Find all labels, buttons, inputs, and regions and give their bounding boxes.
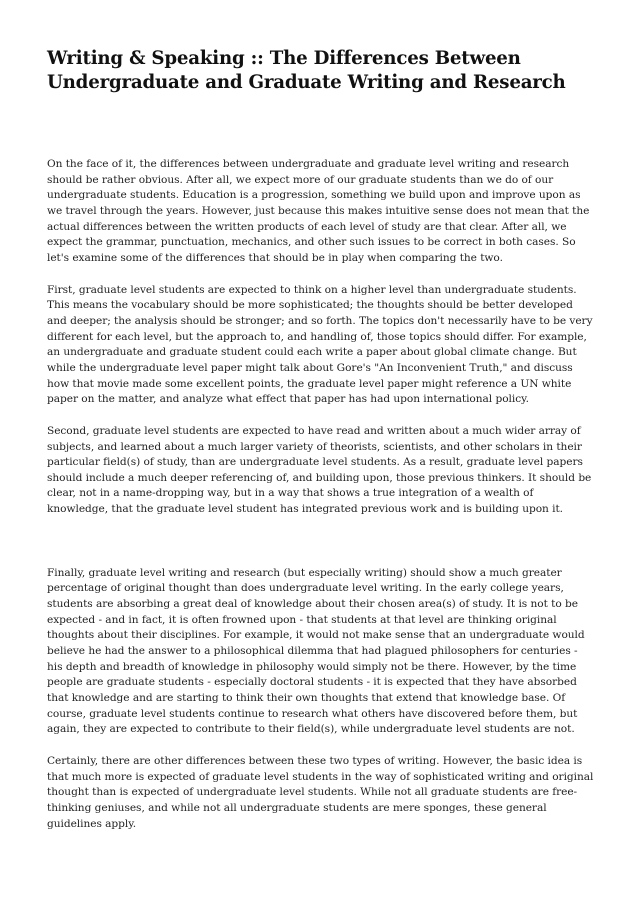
document-title: Writing & Speaking :: The Differences Between Undergraduate and Graduate Writing and Research bbox=[47, 48, 566, 93]
paragraph-second: Second, graduate level students are expected to have read and written about a much wider array of subjects, and learned about a much larger variety of theorists, scientists, and other scholars in their particular field(s) of study, than are undergraduate level students. As a result, graduate level papers should include a much deeper referencing of, and building upon, those previous thinkers. It should be clear, not in a name-dropping way, but in a way that shows a true integration of a wealth of knowledge, that the graduate level student has integrated previous work and is building upon it. bbox=[47, 424, 592, 516]
paragraph-first: First, graduate level students are expected to think on a higher level than undergraduate students. This means the vocabulary should be more sophisticated; the thoughts should be better developed and deeper; the analysis should be stronger; and so forth. The topics don't necessarily have to be very different for each level, but the approach to, and handling of, those topics should differ. For example, an undergraduate and graduate student could each write a paper about global climate change. But while the undergraduate level paper might talk about Gore's "An Inconvenient Truth," and discuss how that movie made some excellent points, the graduate level paper might reference a UN white paper on the matter, and analyze what effect that paper has had upon international policy. bbox=[47, 283, 593, 406]
paragraph-finally: Finally, graduate level writing and research (but especially writing) should show a much greater percentage of original thought than does undergraduate level writing. In the early college years, students are absorbing a great deal of knowledge about their chosen area(s) of study. It is not to be expected - and in fact, it is often frowned upon - that students at that level are thinking original thoughts about their disciplines. For example, it would not make sense that an undergraduate would believe he had the answer to a philosophical dilemma that had plagued philosophers for centuries - his depth and breadth of knowledge in philosophy would simply not be there. However, by the time people are graduate students - especially doctoral students - it is expected that they have absorbed that knowledge and are starting to think their own thoughts that extend that knowledge base. Of course, graduate level students continue to research what others have discovered before them, but again, they are expected to contribute to their field(s), while undergraduate level students are not. bbox=[47, 566, 585, 736]
document-body bbox=[47, 157, 595, 832]
document-page bbox=[47, 0, 595, 848]
paragraph-intro: On the face of it, the differences between undergraduate and graduate level writing and research should be rather obvious. After all, we expect more of our graduate students than we do of our undergraduate students. Education is a progression, something we build upon and improve upon as we travel through the years. However, just because this makes intuitive sense does not mean that the actual differences between the written products of each level of study are that clear. After all, we expect the grammar, punctuation, mechanics, and other such issues to be correct in both cases. So let's examine some of the differences that should be in play when comparing the two. bbox=[47, 158, 590, 264]
paragraph-conclusion: Certainly, there are other differences between these two types of writing. However, the basic idea is that much more is expected of graduate level students in the way of sophisticated writing and original thought than is expected of undergraduate level students. While not all graduate students are free-thinking geniuses, and while not all undergraduate students are mere sponges, these general guidelines apply. bbox=[47, 755, 594, 830]
